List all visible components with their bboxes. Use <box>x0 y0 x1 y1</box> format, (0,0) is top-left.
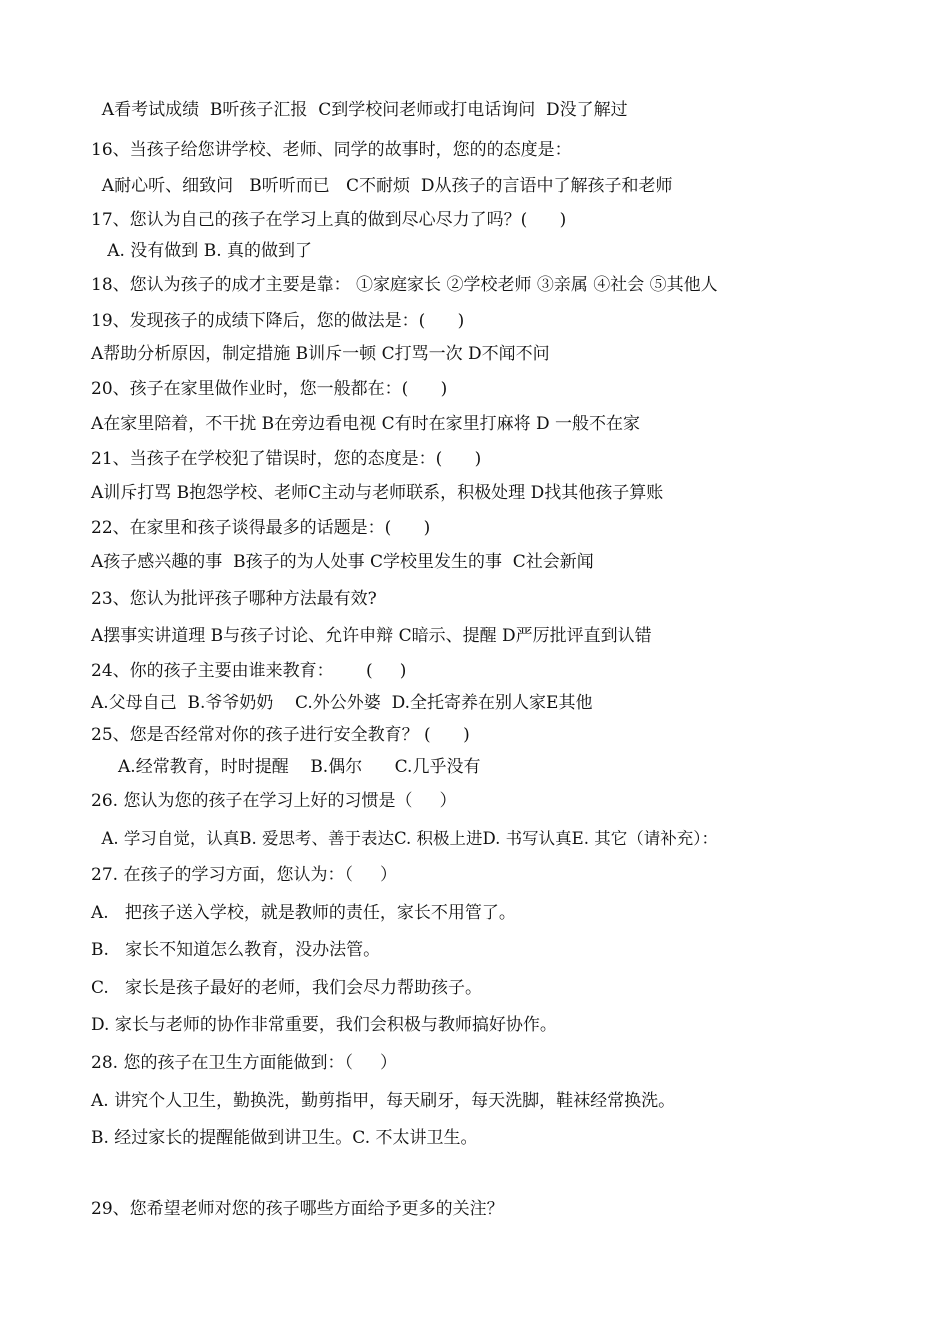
q25-question: 25、您是否经常对你的孩子进行安全教育？ ( ) <box>91 725 470 745</box>
q20-question: 20、孩子在家里做作业时，您一般都在：( ) <box>91 379 448 399</box>
q29-question: 29、您希望老师对您的孩子哪些方面给予更多的关注？ <box>91 1199 504 1219</box>
q26-options: A. 学习自觉，认真B. 爱思考、善于表达C. 积极上进D. 书写认真E. 其它（请补充）： <box>91 829 718 848</box>
q28-options-bc: B. 经过家长的提醒能做到讲卫生。C. 不太讲卫生。 <box>91 1128 478 1148</box>
q17-options: A. 没有做到 B. 真的做到了 <box>91 241 312 261</box>
q16-options: A耐心听、细致问 B听听而已 C不耐烦 D从孩子的言语中了解孩子和老师 <box>91 176 673 196</box>
q25-options: A.经常教育，时时提醒 B.偶尔 C.几乎没有 <box>91 757 481 777</box>
q27-option-a: A. 把孩子送入学校，就是教师的责任，家长不用管了。 <box>91 903 516 923</box>
q19-question: 19、发现孩子的成绩下降后，您的做法是：( ) <box>91 311 465 331</box>
q19-options: A帮助分析原因，制定措施 B训斥一顿 C打骂一次 D不闻不问 <box>91 344 550 364</box>
q18-question: 18、您认为孩子的成才主要是靠： ①家庭家长 ②学校老师 ③亲属 ④社会 ⑤其他人 <box>91 275 718 295</box>
q27-option-b: B. 家长不知道怎么教育，没办法管。 <box>91 940 381 960</box>
q21-question: 21、当孩子在学校犯了错误时，您的态度是：( ) <box>91 449 482 469</box>
q15-options: A看考试成绩 B听孩子汇报 C到学校问老师或打电话询问 D没了解过 <box>91 100 628 120</box>
q24-options: A.父母自己 B.爷爷奶奶 C.外公外婆 D.全托寄养在别人家E其他 <box>91 693 593 713</box>
q16-question: 16、当孩子给您讲学校、老师、同学的故事时，您的的态度是： <box>91 140 572 160</box>
q23-question: 23、您认为批评孩子哪种方法最有效? <box>91 589 377 609</box>
q21-options: A训斥打骂 B抱怨学校、老师C主动与老师联系，积极处理 D找其他孩子算账 <box>91 483 664 503</box>
q17-question: 17、您认为自己的孩子在学习上真的做到尽心尽力了吗？( ) <box>91 210 567 230</box>
q22-question: 22、在家里和孩子谈得最多的话题是：( ) <box>91 518 431 538</box>
q22-options: A孩子感兴趣的事 B孩子的为人处事 C学校里发生的事 C社会新闻 <box>91 552 594 572</box>
q28-question: 28. 您的孩子在卫生方面能做到：（ ） <box>91 1053 397 1073</box>
q27-option-d: D. 家长与老师的协作非常重要，我们会积极与教师搞好协作。 <box>91 1015 557 1035</box>
q24-question: 24、你的孩子主要由谁来教育： ( ) <box>91 661 407 681</box>
q20-options: A在家里陪着，不干扰 B在旁边看电视 C有时在家里打麻将 D 一般不在家 <box>91 414 641 434</box>
q27-option-c: C. 家长是孩子最好的老师，我们会尽力帮助孩子。 <box>91 978 483 998</box>
q23-options: A摆事实讲道理 B与孩子讨论、允许申辩 C暗示、提醒 D严厉批评直到认错 <box>91 626 652 646</box>
q28-option-a: A. 讲究个人卫生，勤换洗，勤剪指甲，每天刷牙，每天洗脚，鞋袜经常换洗。 <box>91 1091 676 1111</box>
q26-question: 26. 您认为您的孩子在学习上好的习惯是（ ） <box>91 791 457 811</box>
q27-question: 27. 在孩子的学习方面，您认为：（ ） <box>91 865 397 885</box>
